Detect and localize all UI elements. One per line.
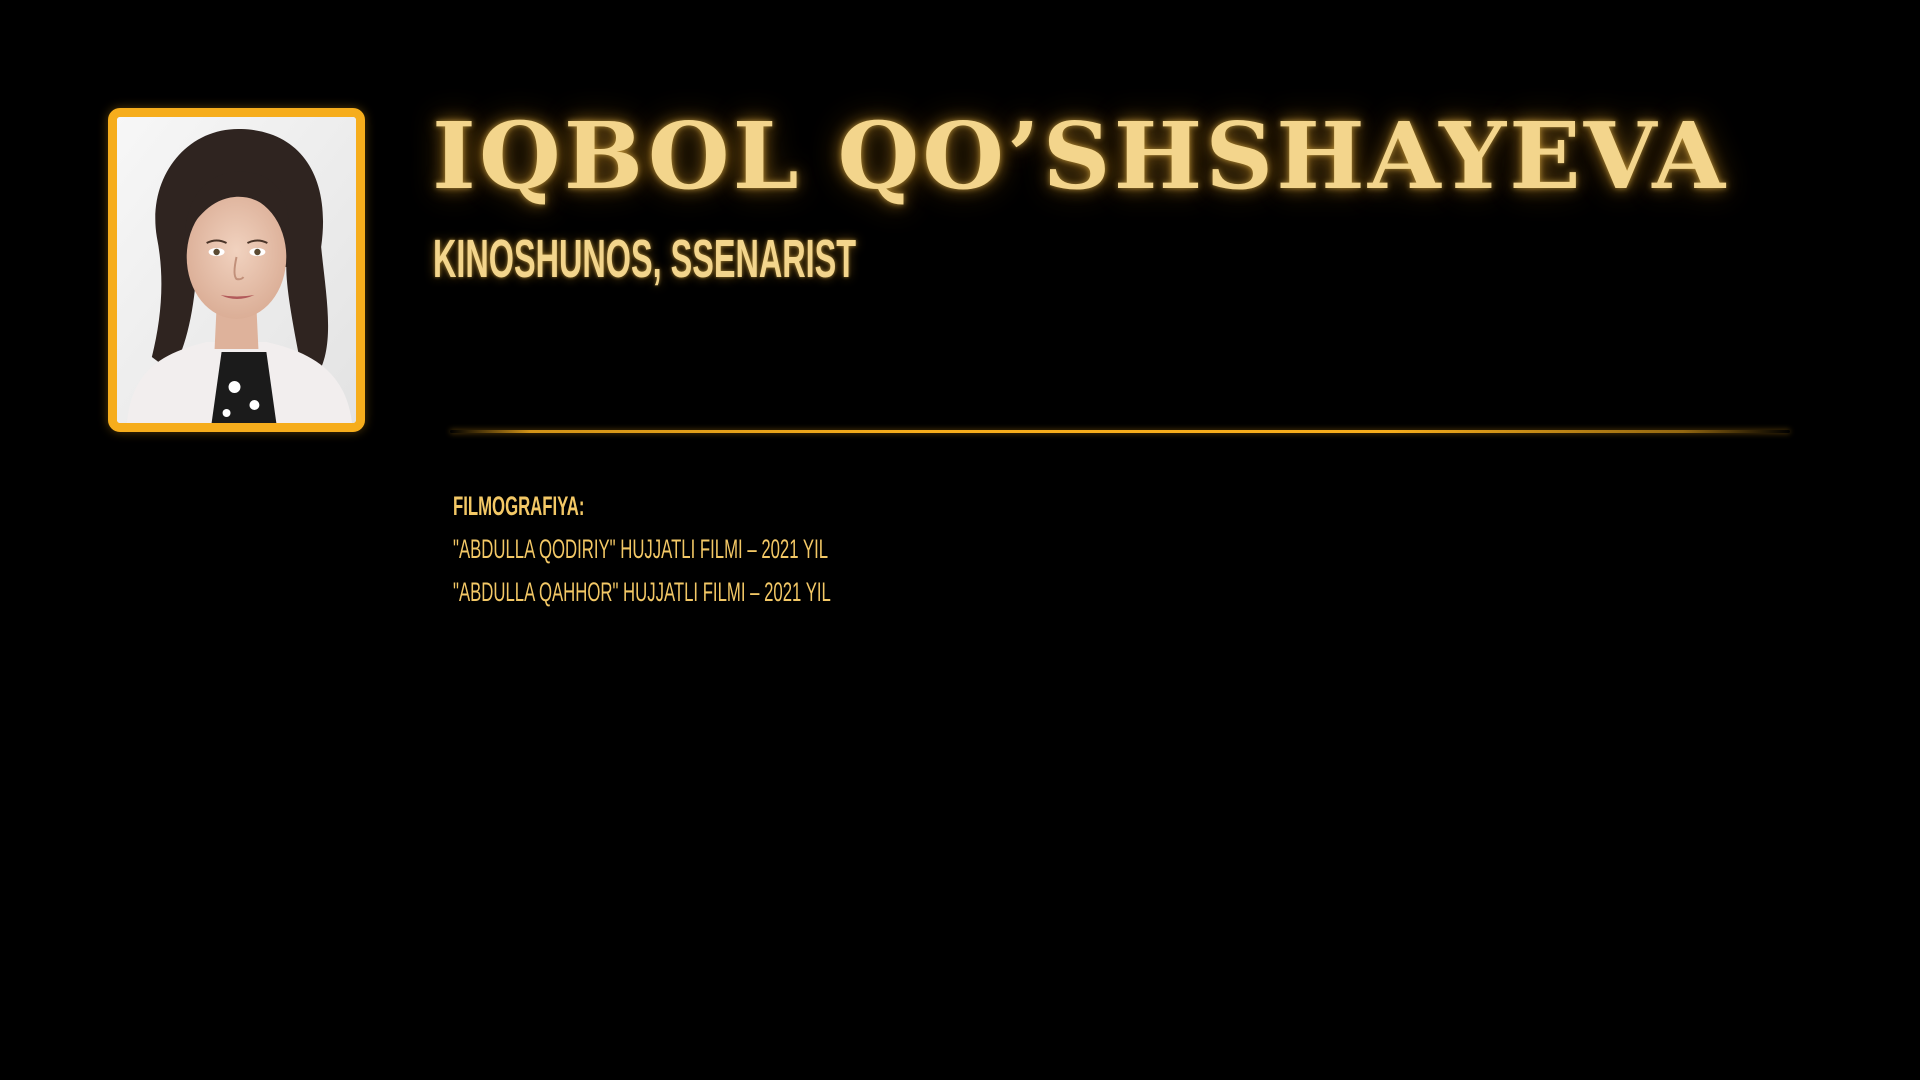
filmography-section — [453, 493, 1062, 622]
person-name: IQBOL QO’SHSHAYEVA — [432, 102, 1729, 210]
filmography-item: "ABDULLA QAHHOR" HUJJATLI FILMI – 2021 YIL — [453, 577, 831, 607]
person-profession: KINOSHUNOS, SSENARIST — [433, 229, 857, 289]
portrait-frame — [108, 108, 365, 432]
filmography-item: "ABDULLA QODIRIY" HUJJATLI FILMI – 2021 YIL — [453, 534, 829, 564]
filmography-heading: FILMOGRAFIYA: — [453, 491, 585, 521]
gold-divider — [450, 430, 1790, 433]
portrait-photo — [117, 117, 356, 423]
